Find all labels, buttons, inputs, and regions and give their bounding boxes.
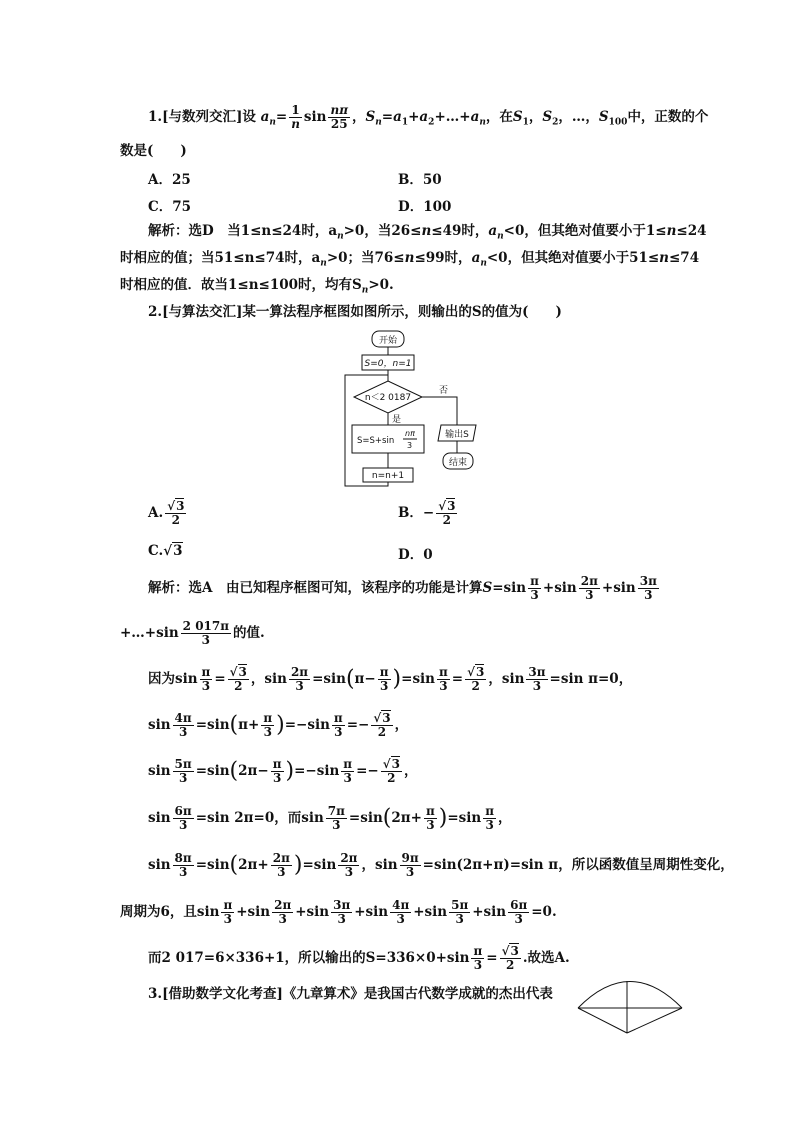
p2-step1: 因为sin $\frac{\pi}{3}$ = $\frac{√3}{2}$ ，sin $\frac{2\pi}{3}$ =sin(π− $\frac{\pi}{3}$ )=sin $\frac{\pi}{3}$ = $\frac{√3}{2}$ ，sin $\frac{3\pi}{3}$ =sin π=0，: [148, 665, 633, 693]
p2-step4: sin $\frac{6\pi}{3}$ =sin 2π=0，而sin $\frac{7\pi}{3}$ =sin(2π+ $\frac{\pi}{3}$ )=sin $\frac{\pi}{3}$ ，: [148, 804, 512, 832]
p2-step2: sin $\frac{4\pi}{3}$ =sin(π+ $\frac{\pi}{3}$ )=−sin $\frac{\pi}{3}$ =− $\frac{√3}{2}$ ，: [148, 711, 409, 739]
flow-condition: n＜2 0187: [364, 393, 412, 403]
p1-option-c[interactable]: C．75: [148, 199, 192, 215]
p1-stem-line2: 数是( ): [120, 143, 187, 159]
p2-solution-line2: +…+sin $\frac{2 017\pi}{3}$ 的值.: [120, 619, 265, 647]
flow-yes: 是: [392, 415, 402, 425]
flow-end: 结束: [448, 458, 468, 468]
p2-stem: 2.[与算法交汇]某一算法程序框图如图所示，则输出的S的值为( ): [148, 304, 562, 320]
svg-text:nπ: nπ: [405, 429, 415, 438]
p1-solution-line2: 时相应的值；当51≤n≤74时，$a_n>0$；当76≤n≤99时，$a_n<0$，但其绝对值要小于51≤n≤74: [120, 250, 700, 269]
flow-update-n: n=n+1: [371, 471, 405, 481]
arc-field-figure: [575, 975, 685, 1035]
flow-start: 开始: [378, 336, 398, 346]
flow-update-s: S=S+sin: [357, 436, 395, 446]
p2-solution-line1: 解析：选A 由已知程序框图可知，该程序的功能是计算S=sin $\frac{\pi}{3}$ +sin $\frac{2\pi}{3}$ +sin $\frac{3\pi}{3}$: [148, 574, 657, 602]
p1-solution-line3: 时相应的值．故当1≤n≤100时，均有$S_n>0$.: [120, 277, 394, 296]
p3-stem: 3.[借助数学文化考查]《九章算术》是我国古代数学成就的杰出代表: [148, 986, 553, 1002]
p2-final: 而2 017=6×336+1，所以输出的S=336×0+sin $\frac{\pi}{3}$ = $\frac{√3}{2}$ .故选A.: [148, 944, 570, 972]
p2-option-b[interactable]: B．− $\frac{√3}{2}$: [398, 499, 456, 527]
p2-step5: sin $\frac{8\pi}{3}$ =sin(2π+ $\frac{2\pi}{3}$ )=sin $\frac{2\pi}{3}$ ，sin $\frac{9\pi}{3}$ =sin(2π+π)=sin π，所以函数值呈周期性变化，: [148, 851, 734, 879]
p1-option-d[interactable]: D．100: [398, 199, 452, 215]
p2-step6: 周期为6，且sin $\frac{\pi}{3}$ +sin $\frac{2\pi}{3}$ +sin $\frac{3\pi}{3}$ +sin $\frac{4\pi}{3}$ +sin $\frac{5\pi}{3}$ +sin $\frac{6\pi}{3}$ =0.: [120, 898, 557, 926]
p2-option-c[interactable]: C.√3: [148, 543, 183, 559]
flow-no: 否: [439, 386, 449, 396]
p1-solution-line1: 解析：选D 当1≤n≤24时，$a_n>0$，当26≤n≤49时，$a_n<0$，但其绝对值要小于1≤n≤24: [148, 223, 707, 242]
p1-stem-line1: 1.[与数列交汇]设 $a_n=$ $\frac{1}{n}$ sin $\frac{n\pi}{25}$ ，$S_n=a_1+a_2+\dots+a_n$，在$S_1$，$S_2$，…，$S_{100}$中，正数的个: [148, 103, 709, 131]
svg-text:3: 3: [407, 441, 413, 450]
p1-option-b[interactable]: B．50: [398, 172, 442, 188]
p2-option-d[interactable]: D．0: [398, 547, 433, 563]
flow-init: S=0，n=1: [364, 359, 412, 369]
p2-option-a[interactable]: A. $\frac{√3}{2}$: [148, 499, 185, 527]
flowchart: [335, 325, 485, 490]
p2-step3: sin $\frac{5\pi}{3}$ =sin(2π− $\frac{\pi}{3}$ )=−sin $\frac{\pi}{3}$ =− $\frac{√3}{2}$ ，: [148, 757, 418, 785]
p1-option-a[interactable]: A．25: [148, 172, 191, 188]
flow-output: 输出S: [445, 430, 469, 440]
